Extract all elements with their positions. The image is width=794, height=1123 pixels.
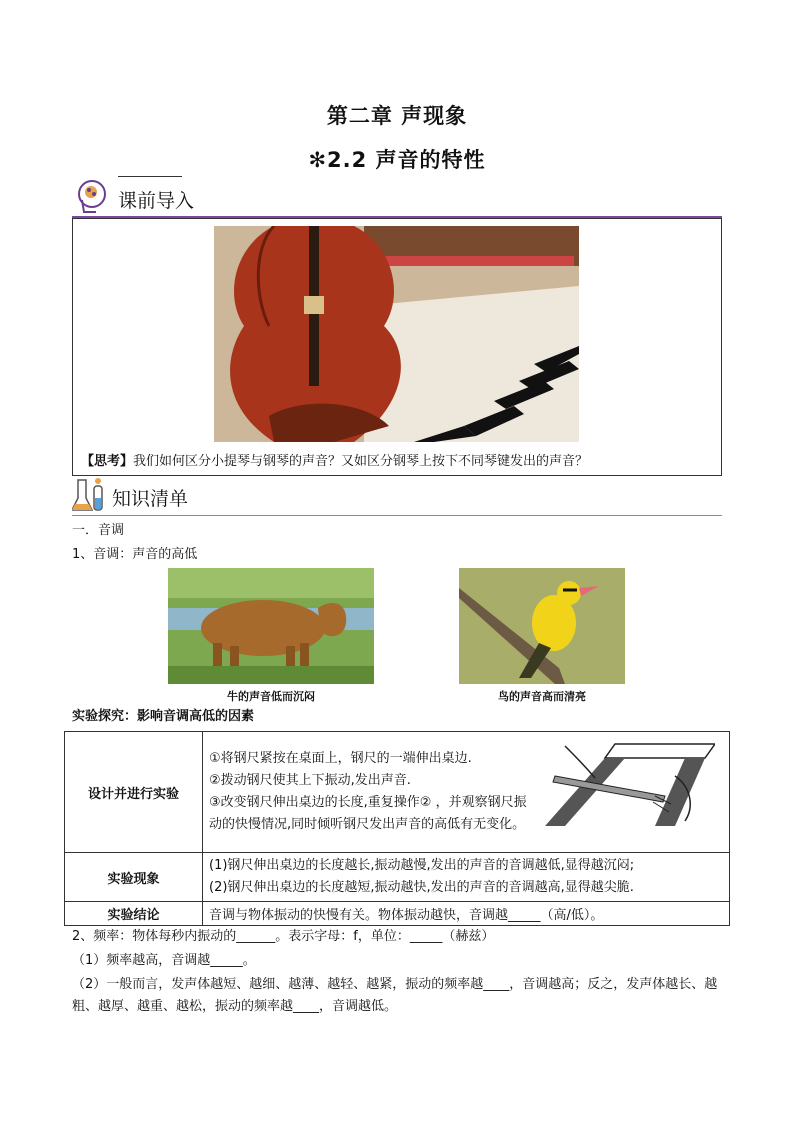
item-2-frequency: 2、频率：物体每秒内振动的______。表示字母：f，单位：_____（赫兹） — [72, 929, 495, 944]
lesson-title: ✻2.2 声音的特性 — [308, 148, 486, 172]
think-text: 我们如何区分小提琴与钢琴的声音？又如区分钢琴上按下不同琴键发出的声音？ — [133, 454, 589, 469]
think-prompt — [81, 451, 713, 473]
heading-overline — [118, 176, 182, 177]
table-row — [65, 902, 730, 926]
knowledge-section-header — [72, 476, 722, 516]
intro-heading: 课前导入 — [118, 190, 195, 212]
ruler-experiment-image — [545, 736, 715, 826]
row-design-content — [203, 732, 730, 853]
knowledge-heading: 知识清单 — [112, 488, 189, 510]
table-row — [65, 853, 730, 902]
intro-box — [72, 218, 722, 476]
think-tag: 【思考】 — [81, 454, 134, 469]
table-row — [65, 732, 730, 853]
violin-piano-image — [214, 226, 579, 442]
row-phenomenon-content — [203, 853, 730, 902]
phenomenon-2: (2)钢尺伸出桌边的长度越短,振动越快,发出的声音的音调越高,显得越尖脆. — [209, 880, 634, 895]
cow-image — [168, 568, 374, 684]
row-conclusion-content: 音调与物体振动的快慢有关。物体振动越快，音调越_____（高/低）。 — [203, 902, 730, 926]
row-conclusion-head: 实验结论 — [65, 902, 203, 926]
bird-caption: 鸟的声音高而清亮 — [498, 690, 586, 703]
section-1-title: 一．音调 — [72, 523, 125, 538]
item-1-pitch: 1、音调：声音的高低 — [72, 547, 198, 562]
bird-image — [459, 568, 625, 684]
experiment-title: 实验探究：影响音调高低的因素 — [72, 709, 255, 724]
design-step-3: ③改变钢尺伸出桌边的长度,重复操作② ，并观察钢尺振动的快慢情况,同时倾听钢尺发出声音的高低有无变化。 — [209, 795, 527, 832]
phenomenon-1: (1)钢尺伸出桌边的长度越长,振动越慢,发出的声音的音调越低,显得越沉闷; — [209, 858, 635, 873]
design-step-1: ①将钢尺紧按在桌面上，钢尺的一端伸出桌边. — [209, 751, 472, 766]
orange-rule — [72, 515, 722, 517]
chapter-title: 第二章 声现象 — [326, 104, 468, 128]
item-2-1: （1）频率越高，音调越_____。 — [72, 953, 256, 968]
intro-section-header — [72, 178, 722, 218]
item-2-2: （2）一般而言，发声体越短、越细、越薄、越轻、越紧，振动的频率越____，音调越高；反之，发声体越长、越粗、越厚、越重、越松，振动的频率越____，音调越低。 — [72, 977, 718, 1014]
lab-flask-icon — [72, 476, 108, 514]
row-design-head: 设计并进行实验 — [65, 732, 203, 853]
experiment-table — [64, 731, 730, 926]
row-phenomenon-head: 实验现象 — [65, 853, 203, 902]
cow-caption: 牛的声音低而沉闷 — [227, 690, 315, 703]
brain-head-icon — [74, 178, 110, 216]
design-step-2: ②拨动钢尺使其上下振动,发出声音. — [209, 773, 411, 788]
